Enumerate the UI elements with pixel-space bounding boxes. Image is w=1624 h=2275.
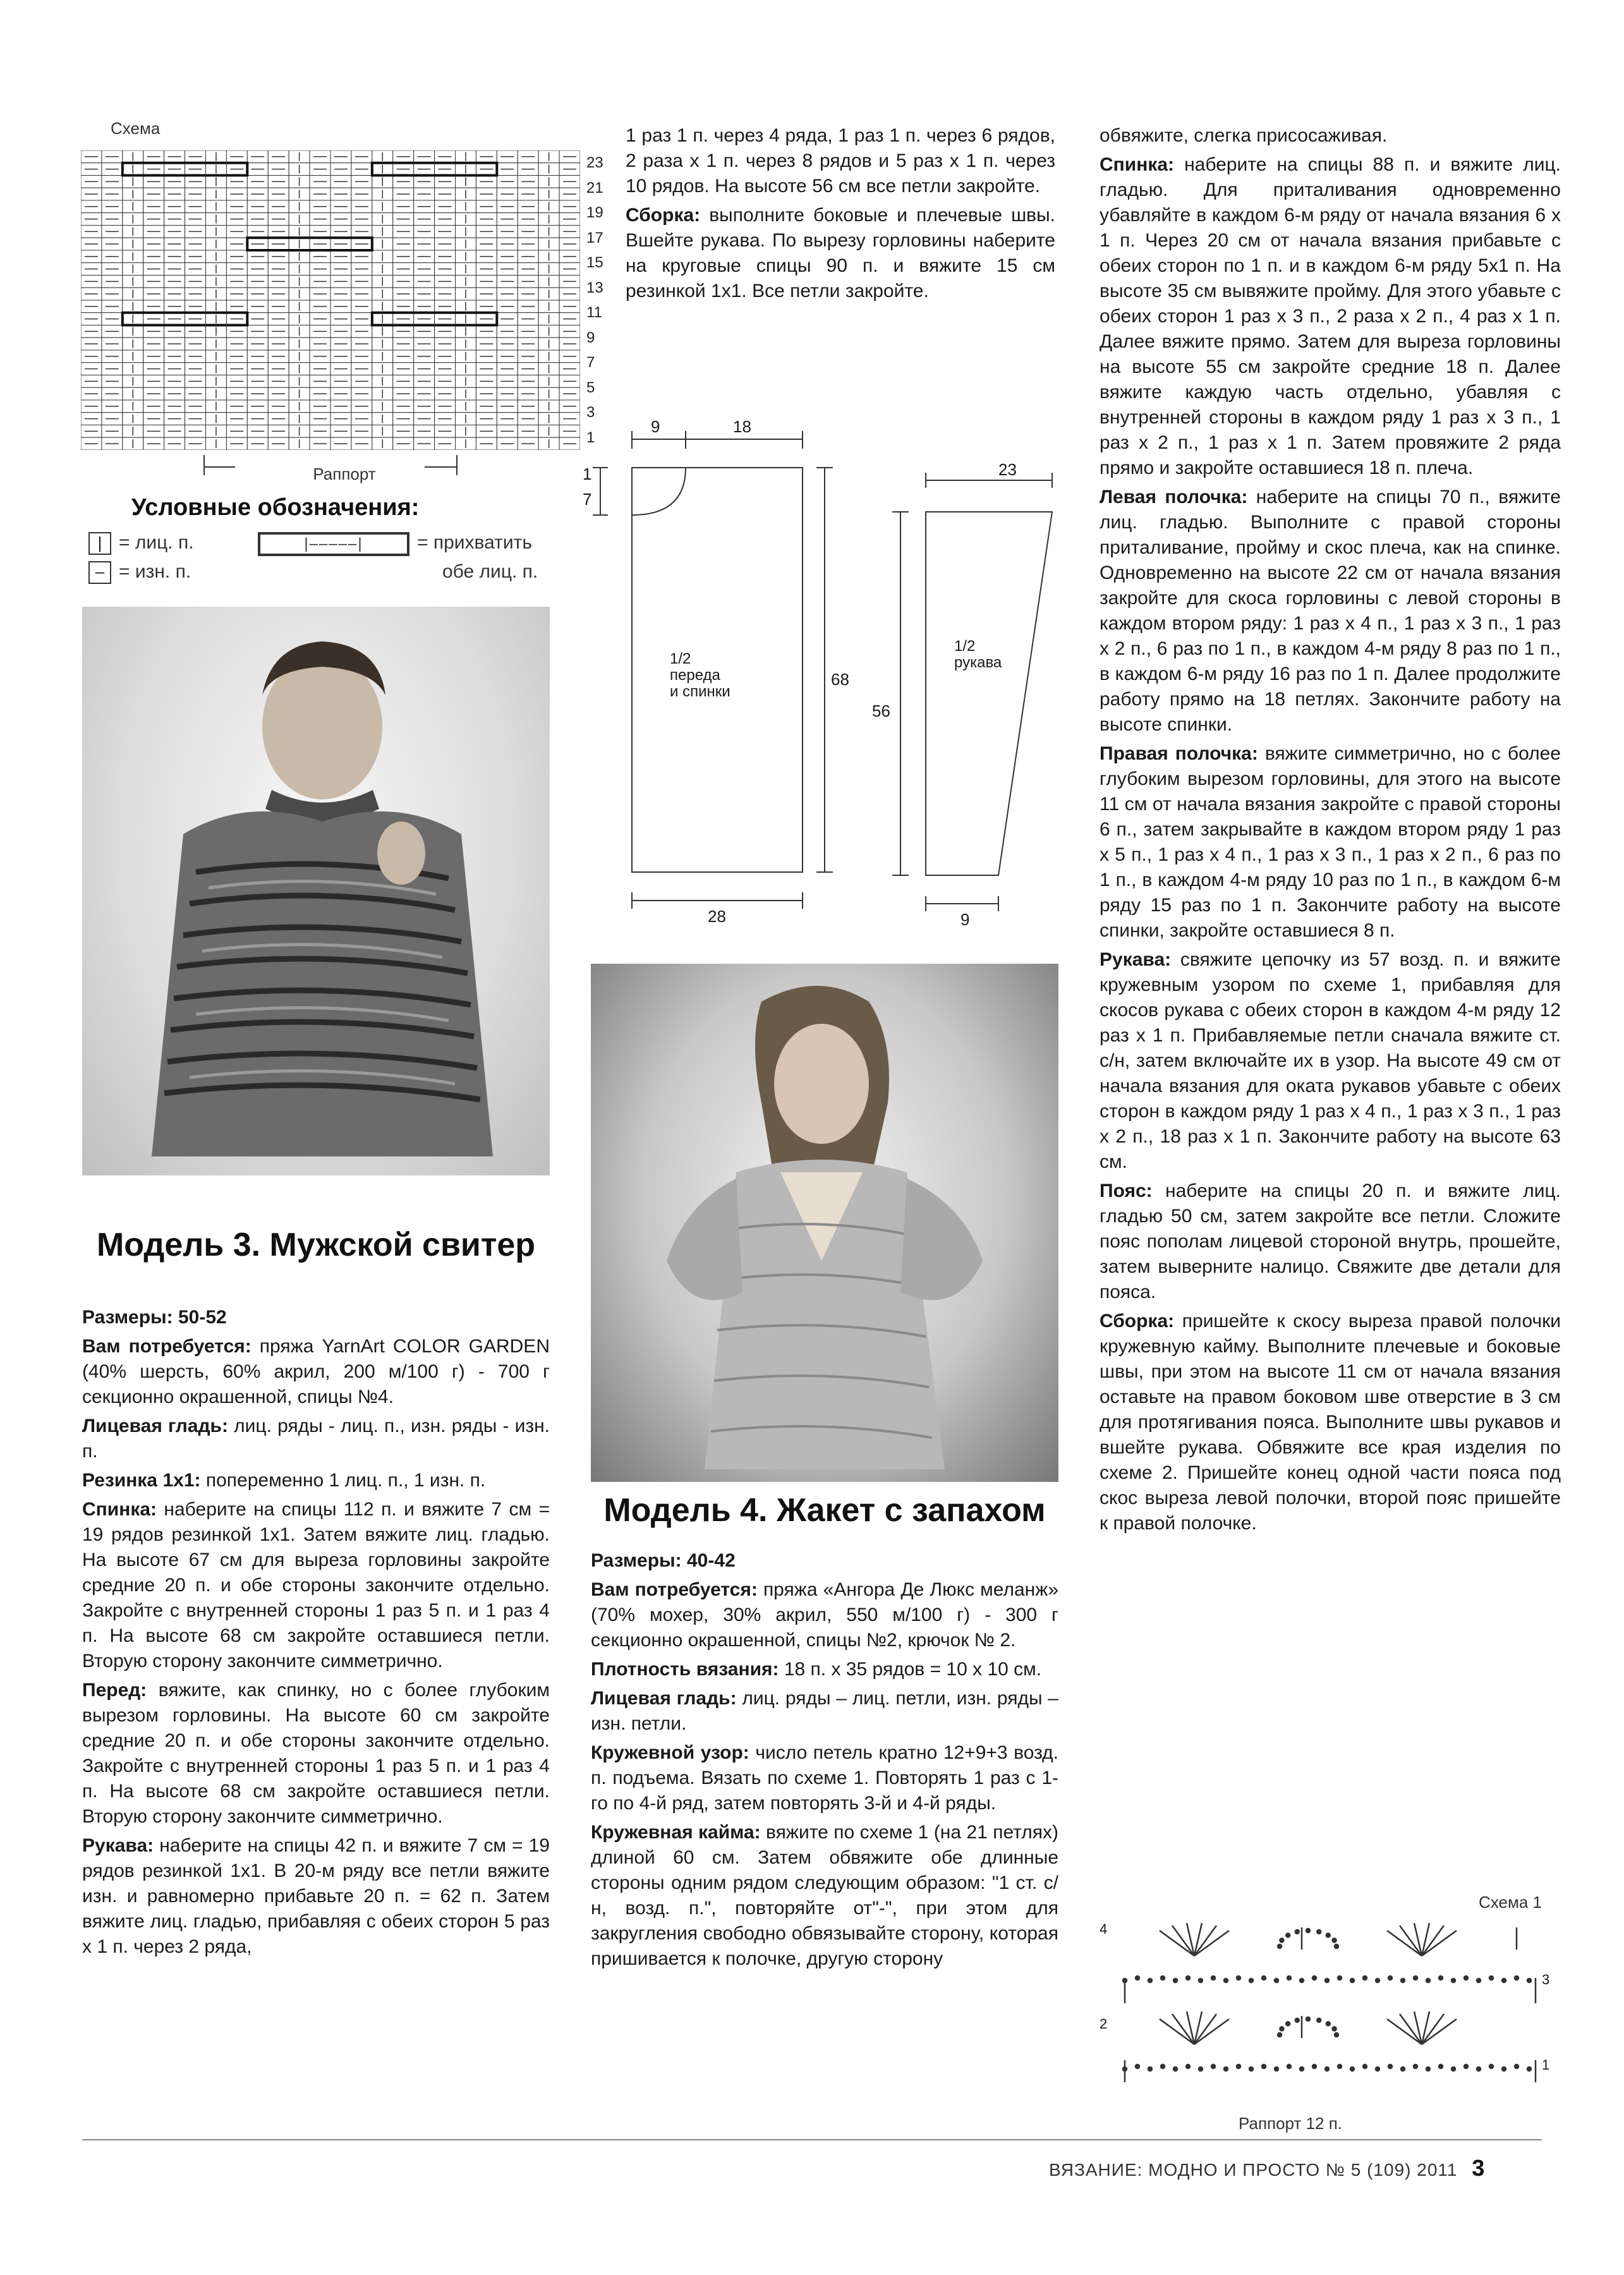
legend-purl: = изн. п. <box>119 561 191 582</box>
dim-top-9: 9 <box>651 417 660 436</box>
paragraph-heading: Плотность вязания: <box>591 1659 779 1680</box>
paragraph-heading: Пояс: <box>1100 1180 1153 1201</box>
paragraph-heading: Перед: <box>82 1680 147 1701</box>
legend-catch-symbol: |–––––| <box>258 532 409 556</box>
paragraph-heading: Кружевная кайма: <box>591 1822 761 1843</box>
schema1-title: Схема 1 <box>1479 1893 1542 1912</box>
legend-knit-symbol: | <box>88 532 111 555</box>
crochet-row-4: 4 <box>1100 1921 1108 1937</box>
paragraph <box>591 1820 1058 1972</box>
dim-sleeve-23: 23 <box>998 460 1017 479</box>
row-number: 19 <box>586 204 603 221</box>
paragraph-text: число петель кратно 12+9+3 возд. п. подъема. Вязать по схеме 1. Повторять 1 раз с 1-го по 4-й ряд, затем повторять 3-й и 4-й ряды. <box>591 1742 1059 1814</box>
crochet-row-3: 3 <box>1542 1972 1550 1987</box>
paragraph <box>82 1678 550 1829</box>
paragraph-text: свяжите цепочку из 57 возд. п. и вяжите кружевным узором по схеме 1, прибавляя для скосов рукава с обеих сторон в каждом 4-м ряду 12 раз х 1 п. Прибавляемые петли сначала вяжите ст. с/н, затем включайте их в узор. На высоте 49 см от начала вязания для оката рукавов убавьте с обеих сторон в каждом ряду 1 раз х 4 п., 1 раз х 3 п., 1 раз х 2 п., 18 раз х 1 п. Закончите работу на высоте 63 см. <box>1100 949 1561 1172</box>
paragraph-text: вяжите, как спинку, но с более глубоким вырезом горловины. На высоте 60 см закройте средние 20 п. и обе стороны закончите отдельно. Закройте с внутренней стороны 1 раз 5 п. и 1 раз 4 п. На высоте 68 см закройте оставшиеся петли. Вторую сторону закончите симметрично. <box>82 1680 550 1827</box>
paragraph-text: пришейте к скосу выреза правой полочки кружевную кайму. Выполните плечевые и боковые швы, при этом на высоте 11 см от начала вязания оставьте на правом боковом шве отверстие в 3 см для протягивания пояса. Выполните швы рукавов и вшейте рукава. Обвяжите все края изделия по схеме 2. Пришейте конец одной части пояса под скос выреза левой полочки, второй пояс пришейте к правой полочке. <box>1100 1311 1561 1534</box>
paragraph <box>1100 1179 1561 1305</box>
paragraph-text: 18 п. х 35 рядов = 10 х 10 см. <box>779 1659 1042 1680</box>
column-3-text <box>1100 123 1561 1540</box>
paragraph <box>82 1305 550 1330</box>
paragraph-heading: Рукава: <box>1100 949 1172 970</box>
legend-catch: = прихватить <box>417 532 533 553</box>
row-number: 9 <box>586 329 595 346</box>
column-2-bottom-text <box>591 1548 1058 1975</box>
paragraph-text: пряжа YarnArt COLOR GARDEN (40% шерсть, 60% акрил, 200 м/100 г) - 700 г секционно окрашенной, спицы №4. <box>82 1336 550 1407</box>
paragraph-heading: Левая полочка: <box>1100 487 1248 507</box>
dim-body-28: 28 <box>708 907 726 926</box>
paragraph-text: наберите на спицы 20 п. и вяжите лиц. гладью 50 см, затем закройте все петли. Сложите пояс пополам лицевой стороной внутрь, прошейте, затем выверните налицо. Свяжите две детали для пояса. <box>1100 1180 1561 1302</box>
repeat-bracket-line <box>203 466 235 468</box>
dim-neck-1: 1 <box>583 464 592 483</box>
footer <box>1049 2155 1485 2181</box>
paragraph-text: попеременно 1 лиц. п., 1 изн. п. <box>200 1470 486 1491</box>
repeat-bracket-line-right <box>425 466 456 468</box>
dim-body-68: 68 <box>831 670 849 689</box>
paragraph-heading: Спинка: <box>1100 154 1175 175</box>
dim-sleeve-9: 9 <box>960 910 970 929</box>
legend-title: Условные обозначения: <box>131 494 420 521</box>
paragraph-heading: Лицевая гладь: <box>591 1688 737 1709</box>
knit-chart-grid <box>81 150 580 450</box>
model4-caption: Модель 4. Жакет с запахом <box>603 1492 1046 1529</box>
legend-purl-symbol: – <box>88 561 111 584</box>
schema-title: Схема <box>111 119 161 138</box>
paragraph <box>1100 123 1561 149</box>
paragraph <box>1100 741 1561 943</box>
paragraph <box>626 123 1055 199</box>
paragraph-heading: Рукава: <box>82 1835 154 1856</box>
dim-body-label: 1/2 переда и спинки <box>670 650 730 700</box>
paragraph <box>591 1740 1058 1816</box>
paragraph-heading: Правая полочка: <box>1100 743 1258 764</box>
paragraph <box>1100 1309 1561 1536</box>
row-number: 13 <box>586 279 603 296</box>
row-number: 17 <box>586 229 603 246</box>
paragraph <box>1100 485 1561 737</box>
page-number: 3 <box>1472 2155 1486 2181</box>
paragraph <box>1100 947 1561 1175</box>
woman-jacket-illustration <box>591 964 1058 1482</box>
paragraph-heading: Спинка: <box>82 1499 157 1520</box>
row-number: 15 <box>586 254 603 271</box>
knit-chart <box>81 150 580 450</box>
paragraph <box>82 1334 550 1410</box>
model3-photo <box>82 607 550 1175</box>
paragraph-text: лиц. ряды – лиц. петли, изн. ряды – изн. петли. <box>591 1688 1058 1734</box>
paragraph-text: вяжите по схеме 1 (на 21 петлях) длиной 60 см. Затем обвяжите обе длинные стороны одним рядом следующим образом: "1 ст. с/н, возд. п.", повторяйте от"-", при этом для закругления свободно обвязывайте сторону, которая пришивается к полочке, другую сторону <box>591 1822 1058 1969</box>
paragraph-heading: Размеры: 40-42 <box>591 1550 736 1571</box>
paragraph-heading: Сборка: <box>1100 1311 1175 1332</box>
paragraph-heading: Сборка: <box>626 205 701 226</box>
paragraph <box>591 1548 1058 1574</box>
row-number: 5 <box>586 379 595 396</box>
repeat-bracket <box>203 455 458 475</box>
paragraph-heading: Лицевая гладь: <box>82 1416 228 1436</box>
dim-neck-7: 7 <box>583 490 592 509</box>
crochet-row-1: 1 <box>1542 2057 1550 2073</box>
crochet-repeat-label: Раппорт 12 п. <box>1239 2114 1343 2133</box>
paragraph <box>82 1414 550 1464</box>
paragraph-heading: Резинка 1х1: <box>82 1470 201 1491</box>
footer-magazine: ВЯЗАНИЕ: МОДНО И ПРОСТО № 5 (109) 2011 <box>1049 2160 1458 2180</box>
paragraph <box>1100 152 1561 481</box>
row-number: 21 <box>586 179 603 197</box>
paragraph-text: наберите на спицы 112 п. и вяжите 7 см = 19 рядов резинкой 1х1. Затем вяжите лиц. гладью. На высоте 67 см для выреза горловины закройте средние 20 п. и обе стороны закончите отдельно. Закройте с внутренней стороны 1 раз 5 п. и 1 раз 4 п. На высоте 68 см закройте оставшиеся петли. Вторую сторону закончите симметрично. <box>82 1499 550 1671</box>
model3-caption: Модель 3. Мужской свитер <box>96 1227 536 1263</box>
paragraph-heading: Размеры: 50-52 <box>82 1307 227 1328</box>
paragraph-text: наберите на спицы 42 п. и вяжите 7 см = 19 рядов резинкой 1х1. В 20-м ряду все петли вяжите изн. и равномерно прибавьте 20 п. = 62 п. Затем вяжите лиц. гладью, прибавляя с обеих сторон 5 раз х 1 п. через 2 ряда, <box>82 1835 550 1957</box>
paragraph <box>591 1657 1058 1682</box>
paragraph-text: обвяжите, слегка присосаживая. <box>1100 125 1388 146</box>
row-number: 23 <box>586 154 603 171</box>
man-sweater-illustration <box>82 607 550 1175</box>
paragraph <box>591 1686 1058 1737</box>
paragraph-heading: Вам потребуется: <box>82 1336 251 1357</box>
paragraph <box>82 1497 550 1674</box>
column-2-top-text <box>626 123 1055 308</box>
repeat-label-text: Раппорт <box>313 464 376 483</box>
garment-schematic <box>575 404 1055 961</box>
paragraph-text: наберите на спицы 70 п., вяжите лиц. гладью. Выполните с правой стороны приталивание, пройму и скос плеча, как на спинке. Одновременно на высоте 22 см от начала вязания закройте для скоса горловины с левой стороны в каждом втором ряду: 1 раз х 4 п., 1 раз х 3 п., 1 раз х 2 п., 6 раз по 1 п., в каждом 4-м ряду 8 раз по 1 п., в каждом 6-м ряду 16 раз по 1 п. Далее продолжите работу прямо на 18 петлях. Закончите работу на высоте спинки. <box>1100 487 1561 735</box>
paragraph <box>82 1833 550 1960</box>
footer-rule <box>82 2139 1542 2140</box>
paragraph <box>626 203 1055 304</box>
dim-sleeve-label: 1/2 рукава <box>954 638 1002 671</box>
paragraph-text: вяжите симметрично, но с более глубоким вырезом горловины, для этого на высоте 11 см от начала вязания закройте с правой стороны 6 п., затем закрывайте в каждом втором ряду 1 раз х 5 п., 1 раз х 4 п., 1 раз х 3 п., 1 раз х 2 п., 6 раз по 1 п., в каждом 4-м ряду 10 раз по 1 п., в каждом 6-м ряду 15 раз по 1 п. Закончите работу на высоте спинки, закройте оставшиеся 8 п. <box>1100 743 1561 941</box>
dim-sleeve-56: 56 <box>872 701 890 720</box>
paragraph-text: лиц. ряды - лиц. п., изн. ряды - изн. п. <box>82 1416 550 1462</box>
paragraph-text: наберите на спицы 88 п. и вяжите лиц. гладью. Для приталивания одновременно убавляйте в каждом 6-м ряду от начала вязания 6 х 1 п. Через 20 см от начала вязания прибавьте с обеих сторон по 1 п. и в каждом 6-м ряду 5х1 п. На высоте 35 см вывяжите пройму. Для этого убавьте с обеих сторон 1 раз х 3 п., 2 раза х 2 п., 4 раз х 1 п. Далее вяжите прямо. Затем для выреза горловины на высоте 55 см закройте средние 18 п. Далее вяжите каждую часть отдельно, убавляя с внутренней стороны в каждом ряду 1 раз х 3 п., 1 раз х 2 п., 1 раз х 1 п. Затем провяжите 2 ряда прямо и закройте оставшиеся 18 п. плеча. <box>1100 154 1561 478</box>
paragraph-text: пряжа «Ангора Де Люкс меланж» (70% мохер, 30% акрил, 550 м/100 г) - 300 г секционно окрашенной, спицы №2, крючок № 2. <box>591 1579 1058 1651</box>
column-1-text <box>82 1305 550 1963</box>
paragraph-heading: Кружевной узор: <box>591 1742 749 1763</box>
legend-knit: = лиц. п. <box>119 532 194 553</box>
row-number: 7 <box>586 354 595 371</box>
model4-photo <box>591 964 1058 1482</box>
paragraph-text: выполните боковые и плечевые швы. Вшейте рукава. По вырезу горловины наберите на круговые спицы 90 п. и вяжите 15 см резинкой 1х1. Все петли закройте. <box>626 205 1055 301</box>
row-number: 11 <box>586 304 602 321</box>
row-number: 1 <box>586 428 595 446</box>
crochet-chart <box>1100 1915 1554 2104</box>
paragraph <box>591 1577 1058 1653</box>
crochet-chart-svg <box>1100 1915 1554 2104</box>
legend-catch-2: обе лиц. п. <box>442 561 538 582</box>
garment-diagram <box>575 404 1055 961</box>
paragraph-heading: Вам потребуется: <box>591 1579 758 1600</box>
row-number: 3 <box>586 404 595 421</box>
paragraph-text: 1 раз 1 п. через 4 ряда, 1 раз 1 п. через 6 рядов, 2 раза х 1 п. через 8 рядов и 5 раз х 1 п. через 10 рядов. На высоте 56 см все петли закройте. <box>626 125 1055 197</box>
dim-top-18: 18 <box>733 417 751 436</box>
crochet-row-2: 2 <box>1100 2016 1108 2032</box>
paragraph <box>82 1468 550 1493</box>
